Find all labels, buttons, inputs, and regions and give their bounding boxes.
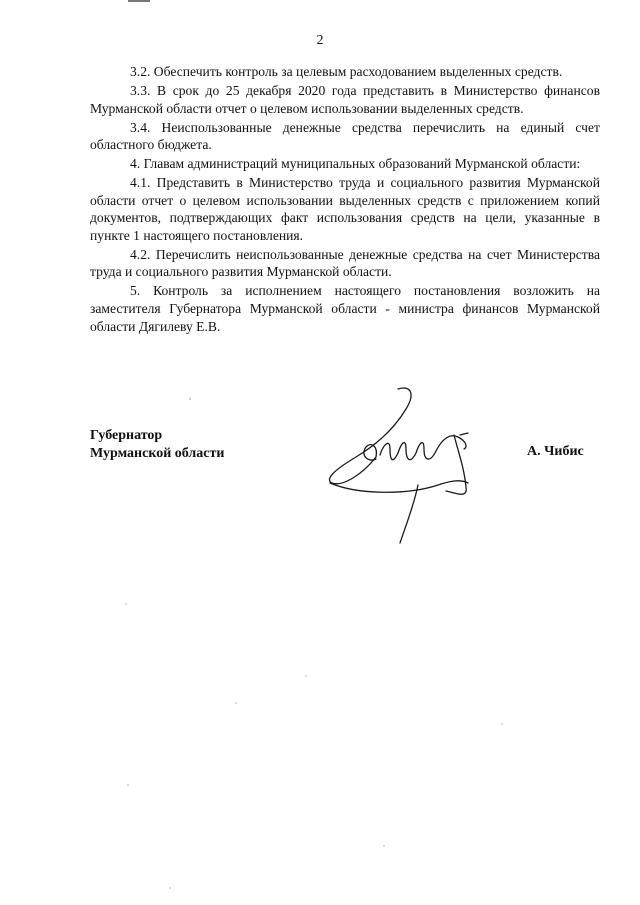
scan-edge-mark <box>128 0 150 2</box>
paragraph-5: 5. Контроль за исполнением настоящего постановления возложить на заместителя Губернатора Мурманской области - министра финансов Мурманской области Дягилеву Е.В. <box>90 283 600 334</box>
paragraph-4-2: 4.2. Перечислить неиспользованные денежные средства на счет Министерства труда и социального развития Мурманской области. <box>90 246 600 280</box>
signatory-title-line-1: Губернатор <box>90 428 163 443</box>
paragraph-4-1: 4.1. Представить в Министерство труда и социального развития Мурманской области отчет о целевом использовании выделенных средств с приложением копий документов, подтверждающих факт использования средств на цели, указанные в пункте 1 настоящего постановления. <box>90 175 600 243</box>
signatory-name: А. Чибис <box>527 444 584 459</box>
handwritten-signature <box>318 383 498 548</box>
paragraph-3-4: 3.4. Неиспользованные денежные средства перечислить на единый счет областного бюджета. <box>90 119 600 153</box>
signatory-title <box>90 427 224 463</box>
paragraph-3-2: 3.2. Обеспечить контроль за целевым расходованием выделенных средств. <box>130 64 563 79</box>
page-number: 2 <box>316 33 324 48</box>
document-body <box>90 63 600 337</box>
paragraph-3-3: 3.3. В срок до 25 декабря 2020 года представить в Министерство финансов Мурманской области отчет о целевом использовании выделенных средств. <box>90 82 600 116</box>
signatory-title-line-2: Мурманской области <box>90 446 225 461</box>
paragraph-4: 4. Главам администраций муниципальных образований Мурманской области: <box>130 156 581 172</box>
